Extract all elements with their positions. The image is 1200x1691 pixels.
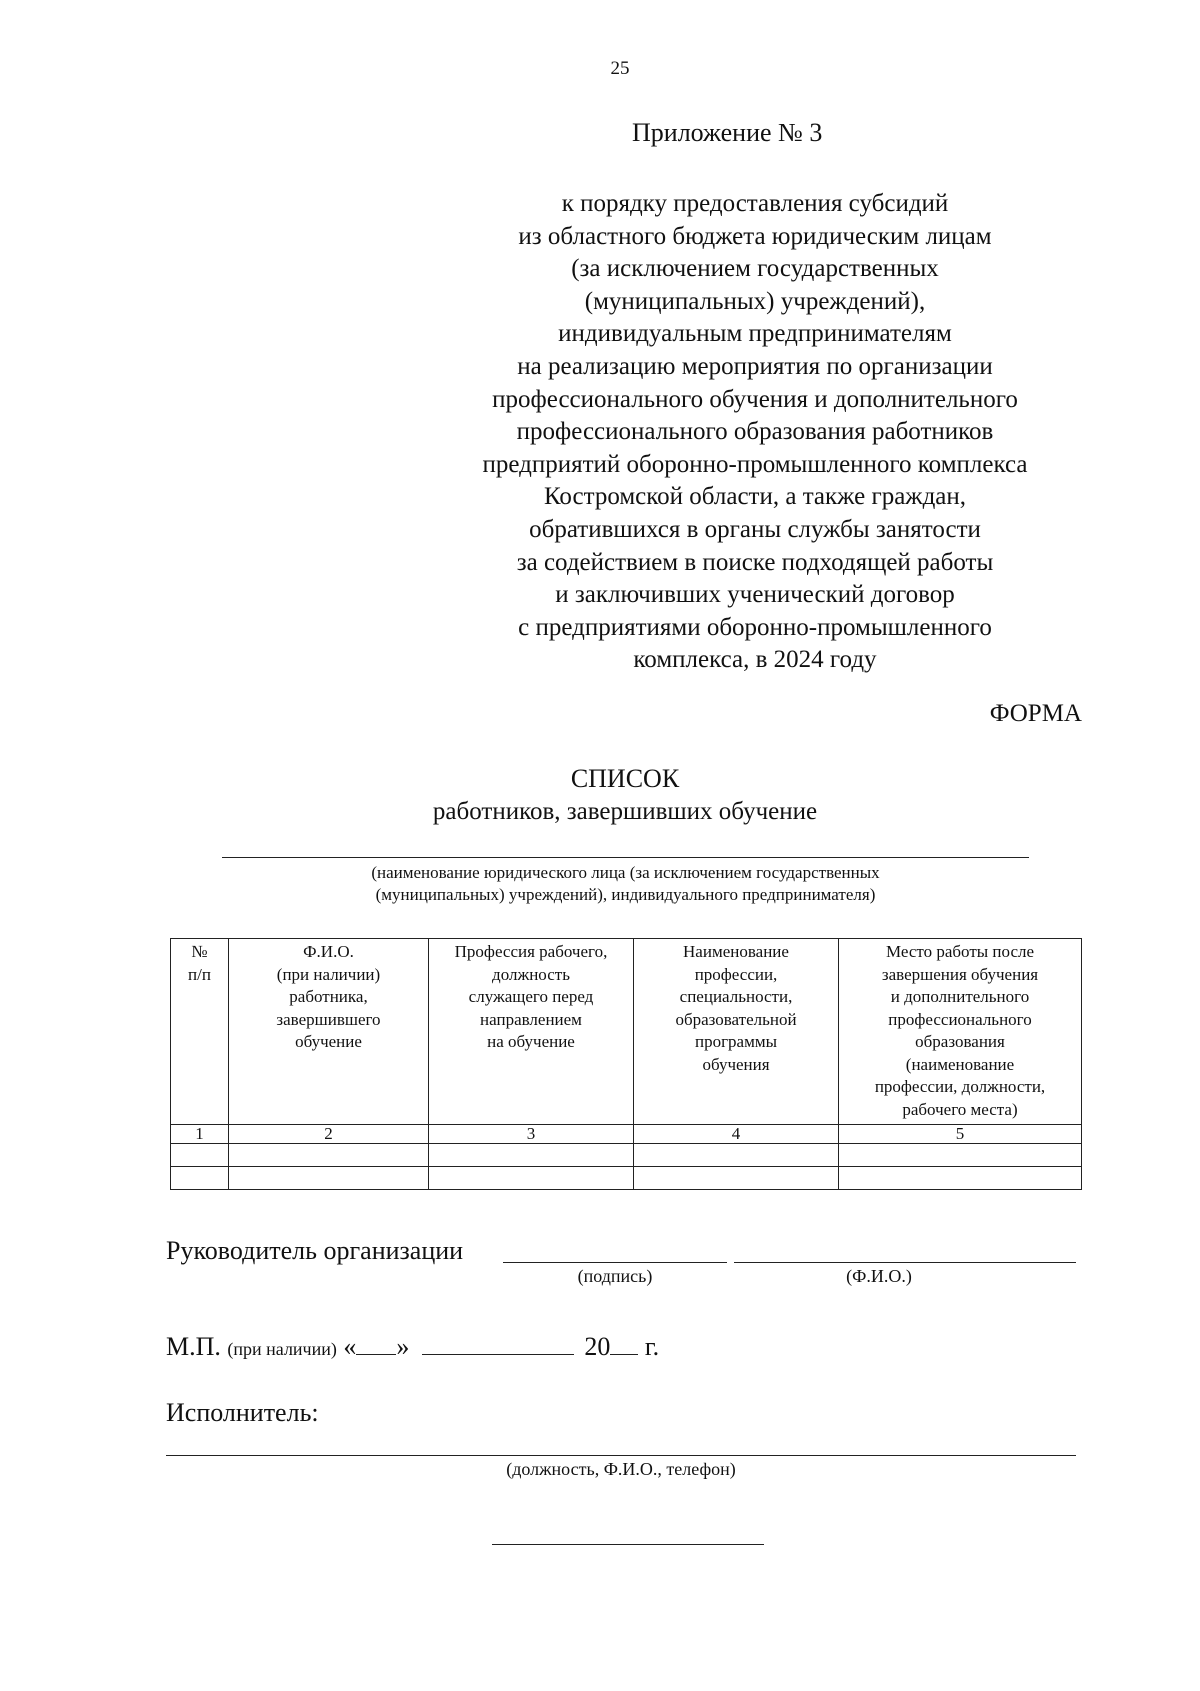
- appendix-title: Приложение № 3: [632, 118, 823, 147]
- appendix-line: (муниципальных) учреждений),: [584, 287, 926, 315]
- signature-field[interactable]: [503, 1262, 727, 1263]
- table-header-row: [171, 939, 1082, 1125]
- manager-label: Руководитель организации: [166, 1236, 464, 1265]
- day-field[interactable]: [356, 1332, 396, 1355]
- appendix-line: Костромской области, а также граждан,: [543, 483, 967, 511]
- appendix-line: обратившихся в органы службы занятости: [529, 515, 981, 543]
- appendix-line: индивидуальным предпринимателям: [558, 320, 952, 348]
- stamp-note: (при наличии): [227, 1339, 337, 1359]
- bottom-divider: [492, 1544, 764, 1545]
- column-number: 3: [429, 1125, 634, 1144]
- table-cell[interactable]: [634, 1144, 839, 1167]
- header-training-program: Наименование профессии, специальности, образовательной программы обучения: [634, 939, 839, 1125]
- form-label: ФОРМА: [989, 700, 1082, 727]
- table-cell[interactable]: [839, 1167, 1082, 1190]
- signature-caption: (подпись): [577, 1266, 653, 1286]
- executor-caption: (должность, Ф.И.О., телефон): [506, 1459, 736, 1479]
- year-suffix: г.: [644, 1332, 660, 1361]
- organization-name-field[interactable]: [222, 857, 1029, 858]
- caption-line: (муниципальных) учреждений), индивидуального предпринимателя): [375, 885, 876, 904]
- appendix-line: с предприятиями оборонно-промышленного: [518, 613, 992, 641]
- table-cell[interactable]: [229, 1144, 429, 1167]
- header-number: № п/п: [171, 939, 229, 1125]
- appendix-line: на реализацию мероприятия по организации: [517, 352, 993, 380]
- appendix-line: предприятий оборонно-промышленного комплекса: [482, 450, 1028, 478]
- employees-table: [170, 938, 1081, 1190]
- year-prefix: 20: [584, 1332, 611, 1361]
- column-number: 2: [229, 1125, 429, 1144]
- appendix-description: [430, 188, 1080, 677]
- appendix-line: и заключивших ученический договор: [555, 581, 955, 609]
- year-field[interactable]: [610, 1332, 638, 1355]
- document-subtitle: работников, завершивших обучение: [432, 798, 818, 825]
- document-title: СПИСОК: [570, 764, 680, 793]
- header-profession-before: Профессия рабочего, должность служащего перед направлением на обучение: [429, 939, 634, 1125]
- column-number-row: [171, 1125, 1082, 1144]
- manager-name-field[interactable]: [734, 1262, 1076, 1263]
- table-cell[interactable]: [429, 1167, 634, 1190]
- table-row[interactable]: [171, 1144, 1082, 1167]
- page-number: 25: [610, 58, 630, 79]
- column-number: 5: [839, 1125, 1082, 1144]
- appendix-line: профессионального образования работников: [516, 418, 994, 446]
- appendix-line: профессионального обучения и дополнительного: [492, 385, 1018, 413]
- table-cell[interactable]: [229, 1167, 429, 1190]
- table-cell[interactable]: [429, 1144, 634, 1167]
- table-cell[interactable]: [171, 1144, 229, 1167]
- column-number: 4: [634, 1125, 839, 1144]
- appendix-line: (за исключением государственных: [571, 255, 939, 283]
- column-number: 1: [171, 1125, 229, 1144]
- header-workplace-after: Место работы после завершения обучения и дополнительного профессионального образования (наименование профессии, должности, рабочего места): [839, 939, 1082, 1125]
- table-row[interactable]: [171, 1167, 1082, 1190]
- header-full-name: Ф.И.О. (при наличии) работника, завершившего обучение: [229, 939, 429, 1125]
- organization-name-caption: [222, 862, 1029, 906]
- stamp-date-row: [166, 1332, 659, 1362]
- stamp-label: М.П.: [166, 1332, 221, 1361]
- table-cell[interactable]: [634, 1167, 839, 1190]
- month-field[interactable]: [422, 1332, 574, 1355]
- quote-open: «: [343, 1332, 357, 1361]
- appendix-line: к порядку предоставления субсидий: [561, 190, 949, 217]
- executor-field[interactable]: [166, 1455, 1076, 1456]
- appendix-line: за содействием в поиске подходящей работы: [516, 548, 994, 576]
- manager-name-caption: (Ф.И.О.): [846, 1266, 912, 1286]
- table-cell[interactable]: [171, 1167, 229, 1190]
- table-cell[interactable]: [839, 1144, 1082, 1167]
- executor-label: Исполнитель:: [166, 1398, 319, 1427]
- caption-line: (наименование юридического лица (за исключением государственных: [371, 863, 880, 882]
- appendix-line: из областного бюджета юридическим лицам: [518, 222, 992, 250]
- quote-close: »: [396, 1332, 410, 1361]
- appendix-line: комплекса, в 2024 году: [633, 646, 877, 674]
